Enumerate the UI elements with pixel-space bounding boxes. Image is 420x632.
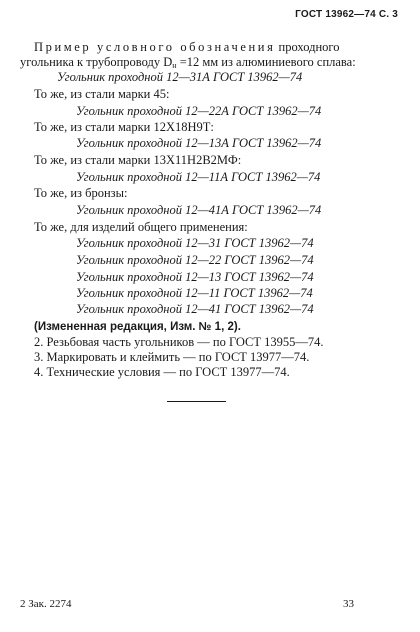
material-line: То же, из стали марки 45: <box>34 87 170 101</box>
intro-lead: Пример условного обозначения <box>34 40 276 54</box>
material-line: То же, из стали марки 13Х11Н2В2МФ: <box>34 153 242 167</box>
designation-line: Угольник проходной 12—13А ГОСТ 13962—74 <box>76 136 322 150</box>
material-line: То же, из бронзы: <box>34 186 128 200</box>
intro-tail: проходного <box>278 40 340 54</box>
separator-rule <box>167 401 226 402</box>
designation-line: Угольник проходной 12—31 ГОСТ 13962—74 <box>76 236 314 250</box>
designation-line: Угольник проходной 12—11А ГОСТ 13962—74 <box>76 170 321 184</box>
intro-line-2a: угольника к трубопроводу D <box>20 55 173 69</box>
material-line: То же, из стали марки 12Х18Н9Т: <box>34 120 214 134</box>
designation-line: Угольник проходной 12—13 ГОСТ 13962—74 <box>76 270 314 284</box>
designation-line: Угольник проходной 12—31А ГОСТ 13962—74 <box>57 70 303 84</box>
designation-line: Угольник проходной 12—22А ГОСТ 13962—74 <box>76 104 322 118</box>
numbered-item: 2. Резьбовая часть угольников — по ГОСТ 13955—74. <box>34 335 324 349</box>
footer-left: 2 Зак. 2274 <box>20 598 72 610</box>
revision-note: (Измененная редакция, Изм. № 1, 2). <box>34 321 241 333</box>
material-line: То же, для изделий общего применения: <box>34 220 248 234</box>
page-header: ГОСТ 13962—74 С. 3 <box>295 9 398 20</box>
designation-line: Угольник проходной 12—41А ГОСТ 13962—74 <box>76 203 322 217</box>
designation-line: Угольник проходной 12—22 ГОСТ 13962—74 <box>76 253 314 267</box>
numbered-item: 3. Маркировать и клеймить — по ГОСТ 13977—74. <box>34 350 310 364</box>
intro-line-2b: =12 мм из алюминиевого сплава: <box>176 55 356 69</box>
designation-line: Угольник проходной 12—41 ГОСТ 13962—74 <box>76 302 314 316</box>
page-number: 33 <box>343 598 354 610</box>
designation-line: Угольник проходной 12—11 ГОСТ 13962—74 <box>76 286 313 300</box>
intro-subscript: н <box>172 61 177 70</box>
numbered-item: 4. Технические условия — по ГОСТ 13977—74. <box>34 365 290 379</box>
intro-line-1 <box>34 40 339 55</box>
